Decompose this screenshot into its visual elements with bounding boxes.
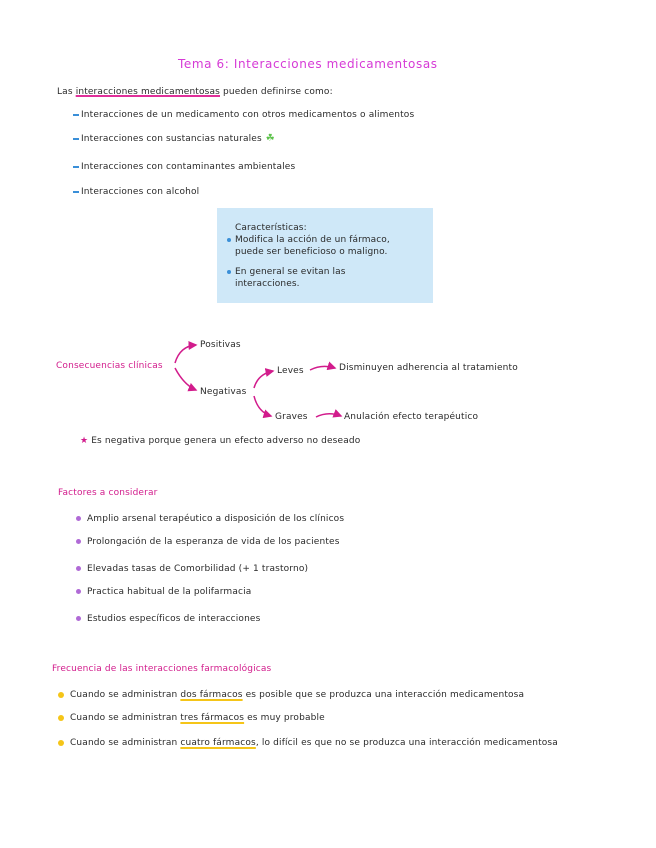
definition-item [73, 187, 199, 197]
frequency-highlight: cuatro fármacos [180, 738, 256, 748]
definition-text: Interacciones de un medicamento con otros medicamentos o alimentos [81, 110, 415, 120]
dash-bullet [73, 191, 79, 193]
arrow-icon [254, 396, 271, 416]
box-text: En general se evitan las [235, 267, 346, 277]
frequency-highlight: dos fármacos [180, 690, 243, 700]
dot-bullet [76, 566, 81, 571]
frequency-text: Cuando se administran [70, 713, 181, 723]
factor-text: Amplio arsenal terapéutico a disposición de los clínicos [87, 514, 345, 524]
dot-bullet [76, 616, 81, 621]
dash-bullet [73, 138, 79, 140]
dash-bullet [73, 166, 79, 168]
note-text: Es negativa porque genera un efecto adverso no deseado [91, 436, 361, 446]
negative-label: Negativas [200, 387, 247, 397]
dash-bullet [73, 114, 79, 116]
intro-suffix: pueden definirse como: [220, 87, 333, 97]
definition-item [73, 162, 295, 172]
frequency-item [58, 713, 325, 723]
definition-item [73, 110, 414, 120]
dot-bullet [76, 539, 81, 544]
box-text: Modifica la acción de un fármaco, [235, 235, 390, 245]
box-item-2-line-2: interacciones. [235, 279, 300, 289]
severe-label: Graves [275, 412, 308, 422]
consequences-arrows [0, 330, 656, 430]
factor-item [76, 514, 344, 524]
positive-label: Positivas [200, 340, 241, 350]
intro-sentence [57, 87, 333, 97]
frequency-text: Cuando se administran [70, 738, 181, 748]
definition-text: Interacciones con contaminantes ambientales [81, 162, 296, 172]
factor-item [76, 614, 260, 624]
mild-result: Disminuyen adherencia al tratamiento [339, 363, 518, 373]
intro-prefix: Las [57, 87, 76, 97]
frequency-heading: Frecuencia de las interacciones farmacológicas [52, 664, 272, 674]
factor-item [76, 537, 340, 547]
leaf-icon: ☘ [265, 133, 275, 144]
frequency-highlight: tres fármacos [180, 713, 245, 723]
factor-text: Elevadas tasas de Comorbilidad (+ 1 trastorno) [87, 564, 309, 574]
factor-item [76, 564, 308, 574]
intro-highlight: interacciones medicamentosas [75, 87, 220, 97]
box-item-1-line-2: puede ser beneficioso o maligno. [235, 247, 388, 257]
factor-text: Prolongación de la esperanza de vida de los pacientes [87, 537, 340, 547]
arrow-icon [175, 345, 196, 363]
frequency-text: es muy probable [244, 713, 325, 723]
frequency-text: Cuando se administran [70, 690, 181, 700]
dot-bullet [227, 270, 231, 274]
definition-text: Interacciones con alcohol [81, 187, 200, 197]
frequency-item [58, 690, 524, 700]
arrow-icon [310, 366, 335, 370]
dot-bullet [76, 589, 81, 594]
factors-heading: Factores a considerar [58, 488, 158, 498]
definition-text: Interacciones con sustancias naturales [81, 134, 262, 144]
factor-item [76, 587, 251, 597]
characteristics-box [217, 208, 433, 303]
star-icon: ★ [80, 436, 89, 446]
dot-bullet [58, 740, 64, 746]
box-item-1-line-1 [227, 235, 390, 245]
box-heading: Características: [235, 223, 307, 233]
page-title: Tema 6: Interacciones medicamentosas [178, 57, 438, 71]
factor-text: Practica habitual de la polifarmacia [87, 587, 252, 597]
frequency-text: es posible que se produzca una interacción medicamentosa [242, 690, 525, 700]
factor-text: Estudios específicos de interacciones [87, 614, 261, 624]
arrow-icon [175, 368, 196, 390]
frequency-item [58, 738, 558, 748]
dot-bullet [58, 692, 64, 698]
dot-bullet [58, 715, 64, 721]
mild-label: Leves [277, 366, 304, 376]
dot-bullet [76, 516, 81, 521]
frequency-text: , lo difícil es que no se produzca una interacción medicamentosa [255, 738, 558, 748]
consequences-note [80, 436, 360, 446]
severe-result: Anulación efecto terapéutico [344, 412, 479, 422]
box-item-2-line-1 [227, 267, 345, 277]
consequences-label: Consecuencias clínicas [56, 361, 163, 371]
dot-bullet [227, 238, 231, 242]
arrow-icon [316, 414, 341, 417]
arrow-icon [254, 371, 273, 388]
definition-item [73, 133, 275, 144]
